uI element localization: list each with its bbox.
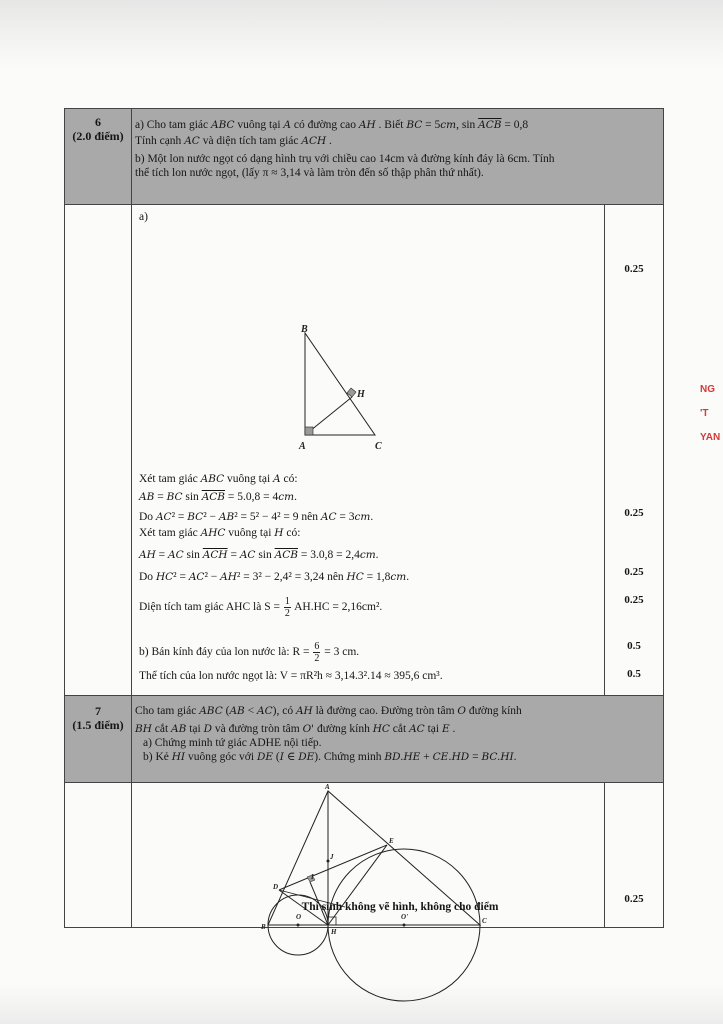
label-i: I	[311, 873, 314, 881]
q6-score-5: 0.5	[627, 640, 641, 652]
label-h: H	[357, 389, 365, 400]
q6-part-a-label: a)	[139, 211, 148, 223]
q7-number: 7	[95, 704, 101, 718]
q7-score-column	[604, 783, 663, 927]
q6-points: (2.0 điểm)	[72, 129, 124, 143]
label-o-prime: O'	[401, 913, 408, 921]
q6-score-1: 0.25	[624, 263, 644, 275]
q6-sol-line-1: Xét tam giác ABC vuông tại A có:	[139, 473, 298, 485]
q6-prompt-line-4: thể tích lon nước ngọt, (lấy π ≈ 3,14 và làm tròn đến số thập phân thứ nhất).	[135, 167, 484, 179]
label-d: D	[273, 883, 279, 891]
area-text-pre: Diện tích tam giác AHC là S =	[139, 601, 280, 614]
q7-drawing-note: Thí sinh không vẽ hình, không cho điểm	[301, 901, 499, 913]
q6-answer-blank-cell	[65, 205, 132, 695]
q7-score: 0.25	[624, 893, 644, 905]
q7-prompt-line-1: Cho tam giác ABC (AB < AC), có AH là đường cao. Đường tròn tâm O đường kính	[135, 705, 522, 717]
triangle-abc	[305, 333, 375, 435]
q6-prompt-line-3: b) Một lon nước ngọt có dạng hình trụ với chiều cao 14cm và đường kính đáy là 6cm. Tính	[135, 153, 555, 165]
q6-sol-line-2: AB = BC $\sin \overline{ACB} = 5.0,8 = 4cm$.	[139, 491, 297, 503]
q6-sol-line-4: Xét tam giác AHC vuông tại H có:	[139, 527, 301, 539]
q6-sol-line-8	[139, 641, 359, 664]
radius-text-post: = 3 cm.	[324, 646, 360, 659]
q7-answer-blank-cell	[65, 783, 132, 927]
label-j: J	[330, 853, 334, 861]
scan-top-shading	[0, 0, 723, 70]
area-text-post: AH.HC = 2,16cm².	[294, 601, 383, 614]
q6-header-row	[65, 109, 663, 204]
label-e: E	[389, 837, 394, 845]
q6-prompt-line-2: Tính cạnh AC và diện tích tam giác ACH .	[135, 135, 332, 147]
q7-prompt-line-4: b) Kẻ HI vuông góc với DE (I ∈ DE). Chứng minh BD.HE + CE.HD = BC.HI.	[143, 751, 517, 763]
point-o	[297, 924, 300, 927]
q6-right-triangle-figure	[295, 325, 405, 455]
point-o-prime	[403, 924, 406, 927]
label-c: C	[375, 441, 382, 452]
q6-sol-line-5: AH = AC $\sin \overline{ACH}$ = AC $\sin \overline{ACB} = 3.0,8 = 2,4cm$.	[139, 549, 379, 561]
q7-answer-row	[65, 783, 663, 936]
right-angle-mark-a	[305, 427, 313, 435]
q6-answer-row	[65, 205, 663, 695]
q7-points: (1.5 điểm)	[72, 718, 124, 732]
q6-score-4: 0.25	[624, 594, 644, 606]
q6-score-column	[604, 205, 663, 695]
radius-text-pre: b) Bán kính đáy của lon nước là: R =	[139, 646, 310, 659]
stamp-text-2: 'T	[700, 408, 709, 419]
radius-fraction: $\frac{6}{2}$	[314, 641, 320, 664]
q7-prompt-line-3: a) Chứng minh tứ giác ADHE nội tiếp.	[143, 737, 322, 749]
q6-prompt-line-1: a) Cho tam giác ABC vuông tại A có đường cao AH . Biết BC = 5cm, $\sin \overline{ACB} = 0,8$	[135, 119, 529, 131]
answer-key-table	[64, 108, 664, 936]
stamp-text-3: YAN	[700, 432, 721, 443]
q7-header-row	[65, 696, 663, 782]
q6-score-2: 0.25	[624, 507, 644, 519]
scan-bottom-shading	[0, 984, 723, 1024]
q6-score-6: 0.5	[627, 668, 641, 680]
q6-sol-line-7	[139, 596, 382, 619]
label-a: A	[325, 783, 330, 791]
label-o: O	[296, 913, 302, 921]
half-fraction: $\frac{1}{2}$	[284, 596, 290, 619]
q6-sol-line-6: Do HC² = AC² − AH² = 3² − 2,4² = 3,24 nên HC = 1,8cm.	[139, 571, 410, 583]
label-c: C	[482, 917, 487, 925]
label-a: A	[299, 441, 306, 452]
label-b: B	[301, 324, 308, 335]
label-h: H	[331, 928, 337, 936]
stamp-text-1: NG	[700, 384, 715, 395]
q7-prompt-line-2: BH cắt AB tại D và đường tròn tâm O' đường kính HC cắt AC tại E .	[135, 723, 456, 735]
red-stamp-fragment	[700, 378, 723, 488]
label-b: B	[261, 923, 266, 931]
q6-number: 6	[95, 115, 101, 129]
q6-sol-line-9: Thể tích của lon nước ngọt là: V = πR²h ≈ 3,14.3².14 ≈ 395,6 cm³.	[139, 670, 443, 682]
q6-sol-line-3: Do AC² = BC² − AB² = 5² − 4² = 9 nên AC = 3cm.	[139, 511, 374, 523]
q6-score-3: 0.25	[624, 566, 644, 578]
